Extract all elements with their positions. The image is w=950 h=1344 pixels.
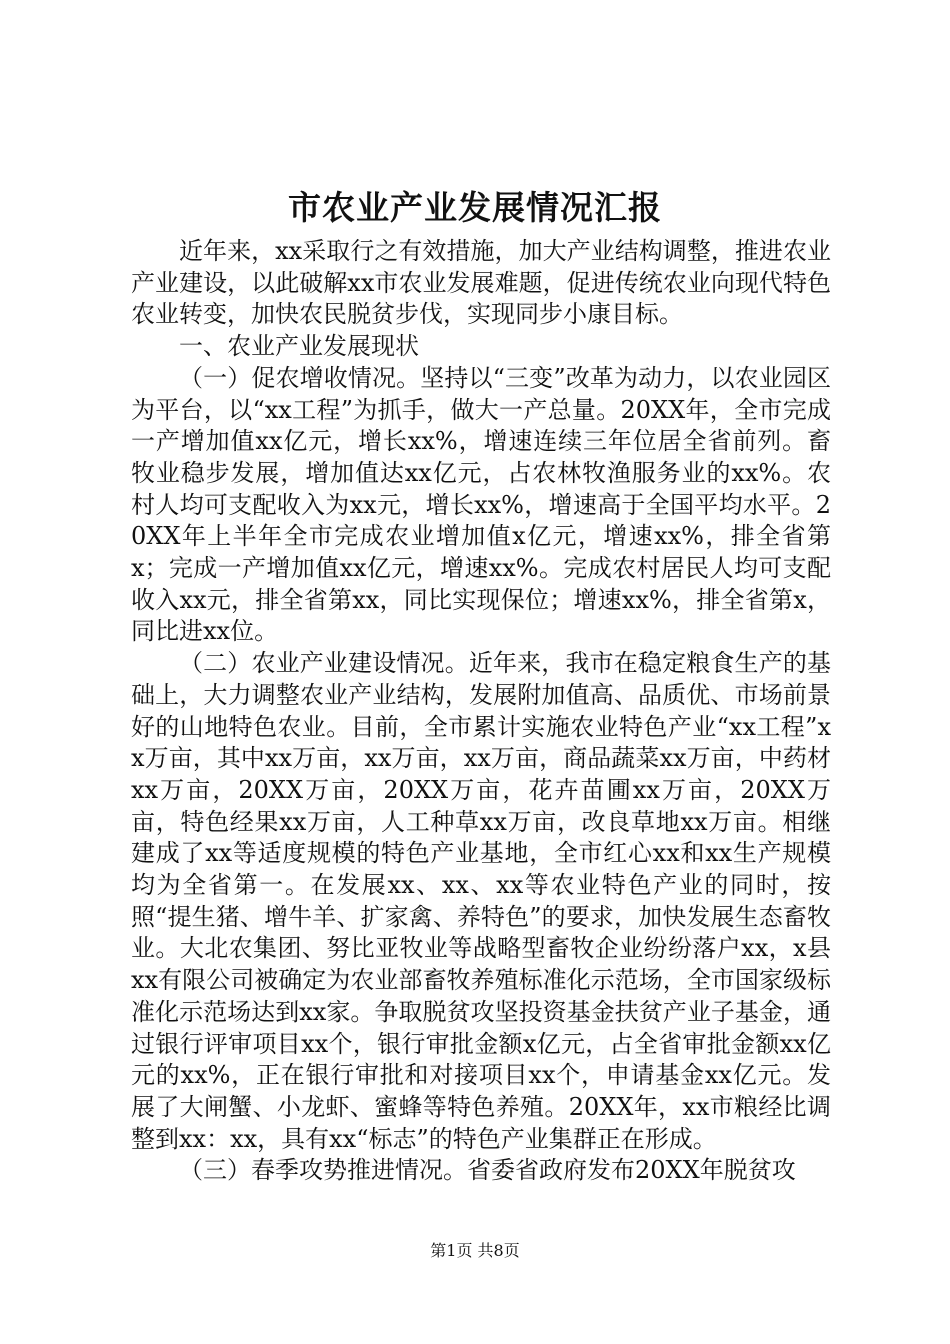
section-heading: 一、农业产业发展现状 xyxy=(179,332,419,361)
paragraph-income: （一）促农增收情况。坚持以“三变”改革为动力，以农业园区为平台，以“xx工程”为抓手，做大一产总量。20XX年，全市完成一产增加值xx亿元，增长xx%，增速连续三年位居全省前列。畜牧业稳步发展，增加值达xx亿元，占农林牧渔服务业的xx%。农村人均可支配收入为xx元，增长xx%，增速高于全国平均水平。20XX年上半年全市完成农业增加值x亿元，增速xx%，排全省第x；完成一产增加值xx亿元，增速xx%。完成农村居民人均可支配收入xx元，排全省第xx，同比实现保位；增速xx%，排全省第x，同比进xx位。 xyxy=(131,363,831,646)
page-number: 第1页 共8页 xyxy=(430,1241,520,1260)
paragraph-industry: （二）农业产业建设情况。近年来，我市在稳定粮食生产的基础上，大力调整农业产业结构，发展附加值高、品质优、市场前景好的山地特色农业。目前，全市累计实施农业特色产业“xx工程”xx万亩，其中xx万亩，xx万亩，xx万亩，商品蔬菜xx万亩，中药材xx万亩，20XX万亩，20XX万亩，花卉苗圃xx万亩，20XX万亩，特色经果xx万亩，人工种草xx万亩，改良草地xx万亩。相继建成了xx等适度规模的特色产业基地，全市红心xx和xx生产规模均为全省第一。在发展xx、xx、xx等农业特色产业的同时，按照“提生猪、增牛羊、扩家禽、养特色”的要求，加快发展生态畜牧业。大北农集团、努比亚牧业等战略型畜牧企业纷纷落户xx，x县xx有限公司被确定为农业部畜牧养殖标准化示范场，全市国家级标准化示范场达到xx家。争取脱贫攻坚投资基金扶贫产业子基金，通过银行评审项目xx个，银行审批金额x亿元，占全省审批金额xx亿元的xx%，正在银行审批和对接项目xx个，申请基金xx亿元。发展了大闸蟹、小龙虾、蜜蜂等特色养殖。20XX年，xx市粮经比调整到xx：xx，具有xx“标志”的特色产业集群正在形成。 xyxy=(131,649,831,1153)
document-title: 市农业产业发展情况汇报 xyxy=(288,188,662,227)
paragraph-intro: 近年来，xx采取行之有效措施，加大产业结构调整，推进农业产业建设，以此破解xx市农业发展难题，促进传统农业向现代特色农业转变，加快农民脱贫步伐，实现同步小康目标。 xyxy=(131,237,831,329)
paragraph-spring: （三）春季攻势推进情况。省委省政府发布20XX年脱贫攻 xyxy=(179,1156,796,1185)
document-body xyxy=(131,236,831,1187)
